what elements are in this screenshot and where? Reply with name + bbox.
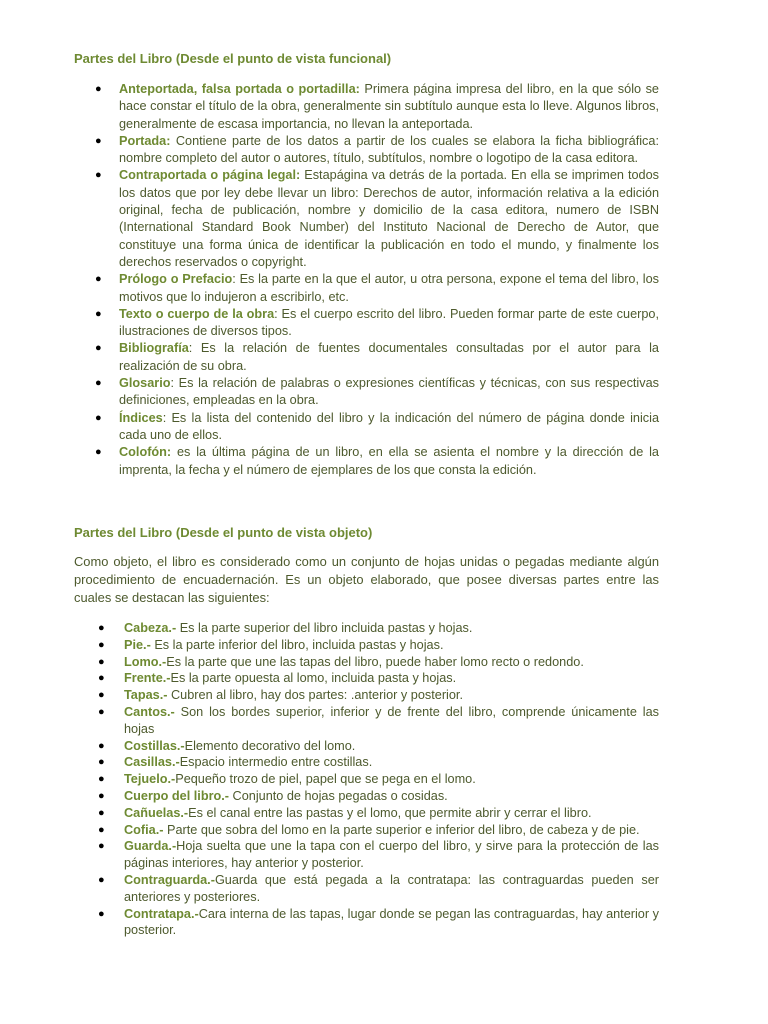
bullet-icon: ● xyxy=(95,134,102,147)
bullet-icon: ● xyxy=(98,789,105,802)
item-description: : Es la parte en la que el autor, u otra persona, expone el tema del libro, los motivos que lo indujeron a escribirlo, etc. xyxy=(119,272,659,304)
list-item xyxy=(95,340,659,375)
list-item xyxy=(95,271,659,306)
item-term: Índices xyxy=(119,410,163,425)
item-term: Cabeza.- xyxy=(124,621,177,635)
list-item xyxy=(98,754,659,771)
item-term: Portada: xyxy=(119,133,171,148)
item-term: Frente.- xyxy=(124,671,171,686)
bullet-icon: ● xyxy=(95,169,102,182)
item-description: Es la parte opuesta al lomo, incluida pasta y hojas. xyxy=(170,671,457,686)
list-item xyxy=(98,788,659,805)
item-description: : Es la relación de fuentes documentales consultadas por el autor para la realización de su obra. xyxy=(119,341,659,373)
list-item xyxy=(98,805,659,822)
bullet-icon: ● xyxy=(98,756,105,769)
bullet-icon: ● xyxy=(98,840,105,853)
item-term: Cantos.- xyxy=(124,704,175,719)
bullet-icon: ● xyxy=(95,307,102,320)
item-term: Lomo.- xyxy=(124,654,167,669)
bullet-icon: ● xyxy=(98,806,105,819)
section-heading-funcional: Partes del Libro (Desde el punto de vista funcional) xyxy=(74,51,392,66)
section-heading-objeto: Partes del Libro (Desde el punto de vista objeto) xyxy=(74,525,373,540)
item-description: Pequeño trozo de piel, papel que se pega en el lomo. xyxy=(175,772,476,787)
item-term: Glosario xyxy=(119,376,171,391)
list-item xyxy=(98,670,659,687)
list-item xyxy=(98,822,659,839)
bullet-icon: ● xyxy=(95,273,102,286)
item-description: Son los bordes superior, inferior y de frente del libro, comprende únicamente las hojas xyxy=(124,704,659,736)
bullet-icon: ● xyxy=(95,377,102,390)
list-item xyxy=(98,906,659,940)
bullet-icon: ● xyxy=(98,705,105,718)
item-term: Tejuelo.- xyxy=(124,772,176,787)
item-term: Guarda.- xyxy=(124,839,177,854)
item-description: Espacio intermedio entre costillas. xyxy=(179,755,373,770)
bullet-icon: ● xyxy=(98,823,105,836)
item-description: es la última página de un libro, en ella se asienta el nombre y la dirección de la imprenta, la fecha y el número de ejemplares de los que consta la edición. xyxy=(119,445,659,477)
item-term: Cañuelas.- xyxy=(124,805,189,820)
item-term: Anteportada, falsa portada o portadilla: xyxy=(119,82,360,96)
item-description: : Es el cuerpo escrito del libro. Pueden formar parte de este cuerpo, ilustraciones de diversos tipos. xyxy=(119,306,659,339)
item-description: Elemento decorativo del lomo. xyxy=(184,738,356,753)
bullet-icon: ● xyxy=(98,739,105,752)
bullet-icon: ● xyxy=(95,411,102,424)
item-description: Parte que sobra del lomo en la parte superior e inferior del libro, de cabeza y de pie. xyxy=(163,822,640,837)
list-item xyxy=(98,654,659,671)
item-term: Colofón: xyxy=(119,445,172,460)
item-term: Cuerpo del libro.- xyxy=(124,788,230,803)
item-term: Contraportada o página legal: xyxy=(119,168,301,183)
item-description: Estapágina va detrás de la portada. En ella se imprimen todos los datos que por ley debe llevar un libro: Derechos de autor, información relativa a la edición original, fecha de publicación, nombre y domicilio de la casa editora, numero de ISBN (International Standard Book Number) del Instituto Nacional de Derecho de Autor, que constituye una forma única de identificar la publicación en todo el mundo, y finalmente los derechos reservados o copyright. xyxy=(119,168,659,269)
list-item xyxy=(98,872,659,906)
list-item xyxy=(95,444,659,479)
item-description: Cara interna de las tapas, lugar donde se pegan las contraguardas, hay anterior y posterior. xyxy=(124,906,659,938)
bullet-icon: ● xyxy=(98,689,105,702)
item-description: Es la parte inferior del libro, incluida pastas y hojas. xyxy=(150,637,444,652)
list-item xyxy=(95,306,659,341)
list-item xyxy=(95,410,659,445)
object-parts-list xyxy=(98,620,659,939)
item-description: Conjunto de hojas pegadas o cosidas. xyxy=(229,788,448,803)
bullet-icon: ● xyxy=(98,622,105,634)
list-item xyxy=(95,167,659,271)
item-description: Guarda que está pegada a la contratapa: las contraguardas pueden ser anteriores y posteriores. xyxy=(124,872,659,904)
bullet-icon: ● xyxy=(95,83,102,95)
item-term: Tapas.- xyxy=(124,688,168,703)
list-item xyxy=(98,738,659,755)
item-description: Es el canal entre las pastas y el lomo, que permite abrir y cerrar el libro. xyxy=(188,805,592,820)
item-description: : Es la lista del contenido del libro y la indicación del número de página donde inicia cada uno de ellos. xyxy=(119,410,659,442)
bullet-icon: ● xyxy=(98,655,105,668)
bullet-icon: ● xyxy=(98,773,105,786)
item-term: Contratapa.- xyxy=(124,906,199,921)
item-description: Hoja suelta que une la tapa con el cuerpo del libro, y sirve para la protección de las páginas interiores, hay anterior y posterior. xyxy=(124,839,659,871)
list-item xyxy=(98,637,659,654)
list-item xyxy=(95,81,659,133)
item-description: Es la parte superior del libro incluida pastas y hojas. xyxy=(176,621,473,635)
list-item xyxy=(95,133,659,168)
item-term: Casillas.- xyxy=(124,755,180,770)
bullet-icon: ● xyxy=(98,672,105,685)
list-item xyxy=(95,375,659,410)
list-item xyxy=(98,687,659,704)
item-description: Primera página impresa del libro, en la que sólo se hace constar el título de la obra, generalmente sin subtítulo aunque esta lo lleve. Algunos libros, generalmente de escasa importancia, no llevan la anteportada. xyxy=(119,82,659,131)
list-item xyxy=(98,838,659,872)
functional-parts-list xyxy=(95,81,659,479)
item-description: Cubren al libro, hay dos partes: .anterior y posterior. xyxy=(167,688,463,703)
item-term: Pie.- xyxy=(124,637,151,652)
item-term: Texto o cuerpo de la obra xyxy=(119,306,275,321)
bullet-icon: ● xyxy=(95,446,102,459)
item-description: Contiene parte de los datos a partir de los cuales se elabora la ficha bibliográfica: nombre completo del autor o autores, título, subtítulos, nombre o logotipo de la casa editora. xyxy=(119,133,659,166)
item-term: Bibliografía xyxy=(119,341,189,356)
item-description: : Es la relación de palabras o expresiones científicas y técnicas, con sus respectivas definiciones, empleadas en la obra. xyxy=(119,376,659,408)
list-item xyxy=(98,704,659,738)
bullet-icon: ● xyxy=(95,342,102,355)
list-item xyxy=(98,620,659,637)
list-item xyxy=(98,771,659,788)
item-description: Es la parte que une las tapas del libro, puede haber lomo recto o redondo. xyxy=(166,654,584,669)
item-term: Cofia.- xyxy=(124,822,164,837)
bullet-icon: ● xyxy=(98,638,105,651)
intro-paragraph: Como objeto, el libro es considerado como un conjunto de hojas unidas o pegadas mediante algún procedimiento de encuadernación. Es un objeto elaborado, que posee diversas partes entre las cuales se destacan las siguientes: xyxy=(74,554,659,605)
bullet-icon: ● xyxy=(98,907,105,920)
item-term: Prólogo o Prefacio xyxy=(119,272,233,287)
item-term: Costillas.- xyxy=(124,738,185,753)
item-term: Contraguarda.- xyxy=(124,872,215,887)
bullet-icon: ● xyxy=(98,873,105,886)
